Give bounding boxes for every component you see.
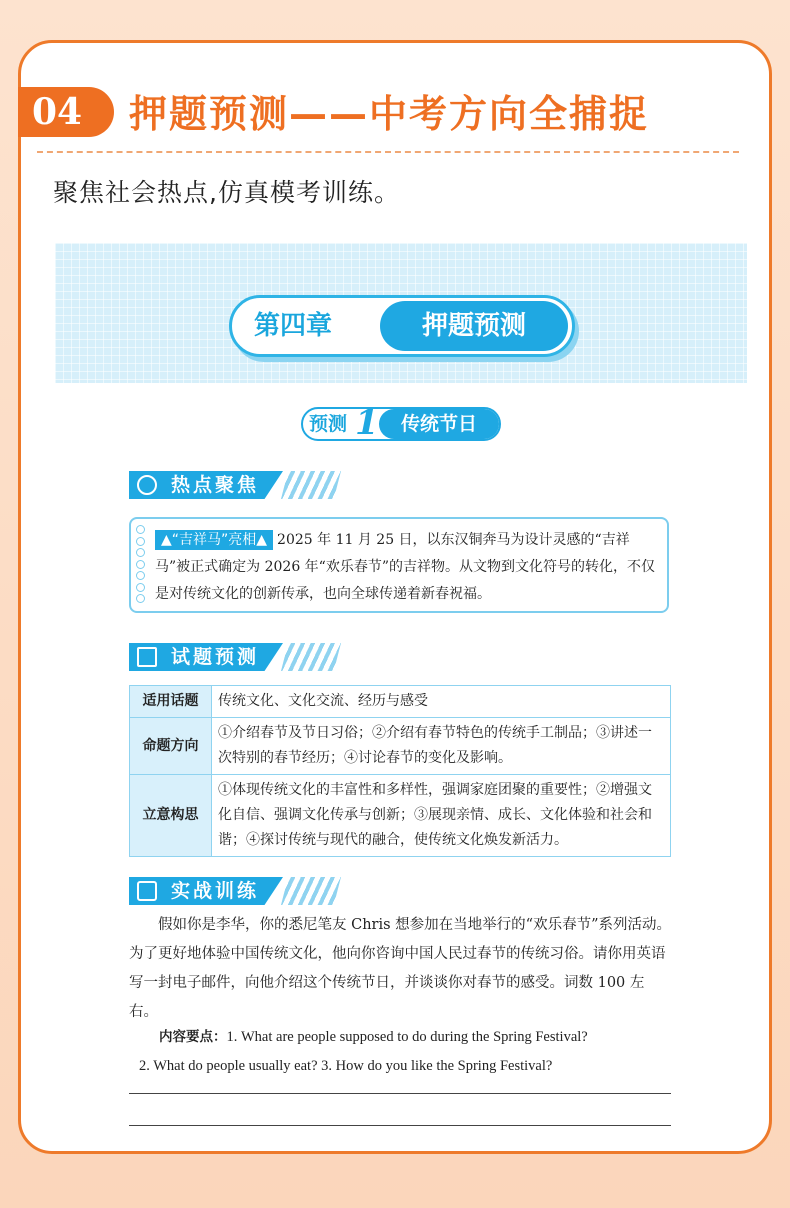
table-row: [130, 686, 671, 718]
chapter-number: 第四章: [254, 311, 333, 341]
practice-heading: 实战训练: [129, 877, 347, 907]
chapter-banner: [55, 243, 747, 383]
cube-icon: [137, 881, 157, 901]
hot-focus-text: 2025 年 11 月 25 日，以东汉铜奔马为设计灵感的“吉祥马”被正式确定为 2026 年“欢乐春节”的吉祥物。从文物到文化符号的转化，不仅是对传统文化的创新传承，也向全球传递着新春祝福。: [155, 532, 655, 602]
table-key: 适用话题: [130, 686, 212, 718]
hot-focus-heading: 热点聚焦: [129, 471, 347, 501]
chapter-pill: [229, 295, 575, 357]
section-number: 04: [18, 87, 114, 137]
dashed-divider: [37, 151, 739, 153]
table-row: [130, 775, 671, 857]
hot-focus-tag: ▲“吉祥马”亮相▲: [155, 530, 273, 550]
points-line-2: 2. What do people usually eat? 3. How do you like the Spring Festival?: [139, 1058, 553, 1074]
table-row: [130, 718, 671, 775]
section-title: 押题预测——中考方向全捕捉: [129, 92, 650, 136]
page-card: [18, 40, 772, 1154]
exam-predict-heading: 试题预测: [129, 643, 347, 673]
predict-number: 1: [355, 407, 379, 441]
table-value: ①体现传统文化的丰富性和多样性，强调家庭团聚的重要性；②增强文化自信、强调文化传承与创新；③展现亲情、成长、文化体验和社会和谐；④探讨传统与现代的融合，使传统文化焕发新活力。: [212, 775, 671, 857]
chapter-title: 押题预测: [380, 301, 568, 351]
points-line-1: 1. What are people supposed to do during the Spring Festival?: [226, 1029, 588, 1045]
answer-line[interactable]: [129, 1093, 671, 1094]
topic-table: [129, 685, 671, 857]
flame-icon: [137, 475, 157, 495]
answer-line[interactable]: [129, 1125, 671, 1126]
content-points: [139, 1023, 679, 1081]
predict-label: 预测: [309, 413, 348, 435]
notebook-icon: [137, 647, 157, 667]
practice-prompt: 假如你是李华，你的悉尼笔友 Chris 想参加在当地举行的“欢乐春节”系列活动。为了更好地体验中国传统文化，他向你咨询中国人民过春节的传统习俗。请你用英语写一封电子邮件，向他介绍这个传统节日，并谈谈你对春节的感受。词数 100 左右。: [129, 917, 671, 1020]
notebook-rings-icon: [136, 525, 146, 606]
predict-topic: 传统节日: [379, 409, 499, 439]
table-key: 立意构思: [130, 775, 212, 857]
hot-focus-box: [129, 517, 669, 613]
table-key: 命题方向: [130, 718, 212, 775]
section-subtitle: 聚焦社会热点,仿真模考训练。: [53, 178, 400, 207]
points-label: 内容要点：: [159, 1029, 227, 1045]
table-value: 传统文化、文化交流、经历与感受: [212, 686, 671, 718]
table-value: ①介绍春节及节日习俗；②介绍有春节特色的传统手工制品；③讲述一次特别的春节经历；④讨论春节的变化及影响。: [212, 718, 671, 775]
predict-badge: [301, 407, 501, 441]
